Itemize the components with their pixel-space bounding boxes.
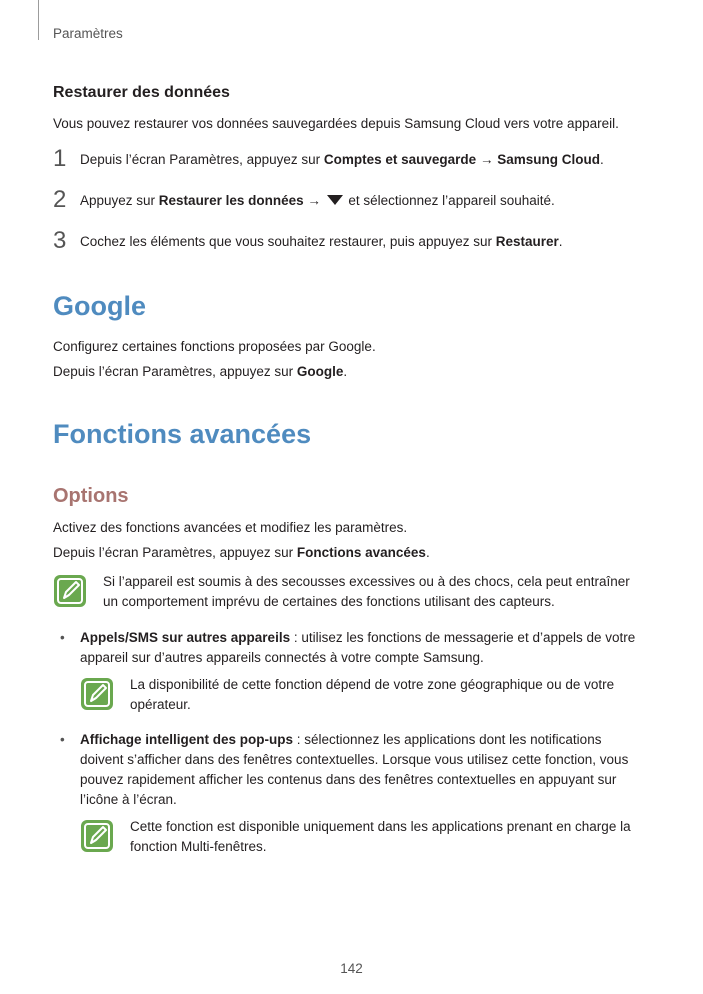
note-text: Cette fonction est disponible uniquement dans les applications prenant en charge la fonction Multi-fenêtres.	[130, 819, 631, 854]
note-availability	[80, 677, 635, 715]
note-text: Si l’appareil est soumis à des secousses excessives ou à des chocs, cela peut entraîner un comportement imprévu de certaines des fonctions utilisant des capteurs.	[103, 574, 630, 609]
advanced-line-1: Activez des fonctions avancées et modifiez les paramètres.	[53, 520, 408, 535]
note-sensors	[53, 574, 633, 612]
bullet-dot: •	[60, 630, 65, 645]
google-heading: Google	[53, 291, 146, 321]
step-text: Cochez les éléments que vous souhaitez restaurer, puis appuyez sur Restaurer.	[80, 233, 563, 249]
restore-intro: Vous pouvez restaurer vos données sauvegardées depuis Samsung Cloud vers votre appareil.	[53, 116, 619, 131]
restore-heading: Restaurer des données	[53, 84, 230, 101]
step-3	[53, 229, 563, 253]
step-1	[53, 147, 604, 171]
advanced-heading: Fonctions avancées	[53, 419, 312, 449]
bullet-dot: •	[60, 732, 65, 747]
step-number: 2	[53, 186, 67, 213]
google-line-1: Configurez certaines fonctions proposées par Google.	[53, 339, 376, 354]
note-pencil-icon	[80, 819, 114, 853]
advanced-line-2: Depuis l’écran Paramètres, appuyez sur Fonctions avancées.	[53, 545, 430, 560]
note-text: La disponibilité de cette fonction dépend de votre zone géographique ou de votre opérateur.	[130, 677, 615, 712]
step-text: Appuyez sur Restaurer les données → et sélectionnez l’appareil souhaité.	[80, 192, 555, 208]
note-pencil-icon	[80, 677, 114, 711]
step-number: 1	[53, 145, 67, 172]
options-heading: Options	[53, 485, 129, 507]
bullet-smart-popup	[60, 730, 642, 810]
dropdown-arrow-icon	[325, 193, 345, 207]
step-2	[53, 188, 555, 212]
running-header: Paramètres	[53, 26, 123, 41]
page-number: 142	[340, 961, 363, 976]
note-pencil-icon	[53, 574, 87, 608]
note-multiwindow	[80, 819, 635, 857]
bullet-calls-sms	[60, 628, 640, 668]
bullet-text: Affichage intelligent des pop-ups : sélectionnez les applications dont les notifications doivent s’afficher dans des fenêtres contextuelles. Lorsque vous utilisez cette fonction, vous pouvez rapidement afficher les contenus dans des fenêtres contextuelles en appuyant sur l’icône à l’écran.	[80, 732, 629, 807]
step-number: 3	[53, 227, 67, 254]
google-line-2: Depuis l’écran Paramètres, appuyez sur Google.	[53, 364, 348, 379]
header-rule	[38, 0, 39, 40]
bullet-text: Appels/SMS sur autres appareils : utilisez les fonctions de messagerie et d’appels de votre appareil sur d’autres appareils connectés à votre compte Samsung.	[80, 630, 636, 665]
step-text: Depuis l’écran Paramètres, appuyez sur Comptes et sauvegarde → Samsung Cloud.	[80, 151, 604, 167]
